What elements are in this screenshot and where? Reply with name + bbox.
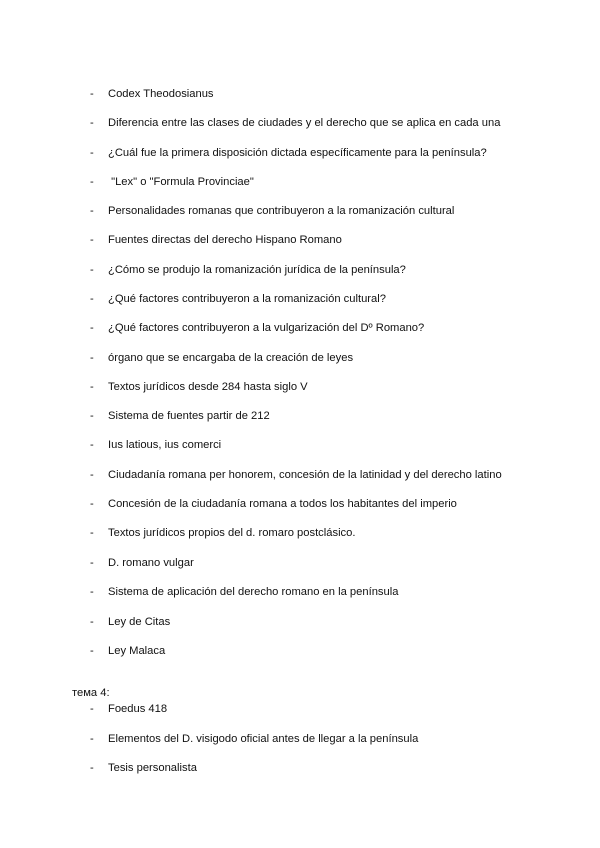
bullet-dash: - [90,322,94,334]
item-text: Ius latious, ius comerci [108,439,222,451]
bullet-dash: - [90,205,94,217]
item-text: Tesis personalista [108,762,197,774]
bullet-dash: - [90,352,94,364]
item-text: ¿Cuál fue la primera disposición dictada específicamente para la península? [108,147,487,159]
bullet-dash: - [90,410,94,422]
bullet-dash: - [90,88,94,100]
list-item [0,174,600,190]
bullet-dash: - [90,293,94,305]
item-text: ¿Qué factores contribuyeron a la romanización cultural? [108,293,386,305]
list-item [0,701,600,717]
list-item [0,262,600,278]
bullet-dash: - [90,498,94,510]
bullet-dash: - [90,703,94,715]
list-item [0,467,600,483]
list-item [0,291,600,307]
list-item [0,379,600,395]
list-item [0,350,600,366]
item-text: Personalidades romanas que contribuyeron a la romanización cultural [108,205,455,217]
list-item [0,203,600,219]
list-item [0,555,600,571]
list-item [0,731,600,747]
list-item [0,86,600,102]
section-heading: тема 4: [72,687,110,699]
item-text: "Lex" o "Formula Provinciae" [108,176,254,188]
item-text: Textos jurídicos propios del d. romaro postclásico. [108,527,356,539]
list-item [0,496,600,512]
item-text: Sistema de aplicación del derecho romano en la península [108,586,399,598]
bullet-dash: - [90,733,94,745]
bullet-dash: - [90,234,94,246]
item-text: Elementos del D. visigodo oficial antes de llegar a la península [108,733,419,745]
bullet-dash: - [90,176,94,188]
bullet-dash: - [90,527,94,539]
bullet-dash: - [90,264,94,276]
item-text: D. romano vulgar [108,557,194,569]
list-item [0,760,600,776]
item-text: órgano que se encargaba de la creación de leyes [108,352,354,364]
item-text: ¿Cómo se produjo la romanización jurídica de la península? [108,264,406,276]
bullet-dash: - [90,469,94,481]
list-item [0,232,600,248]
list-item [0,320,600,336]
list-item [0,525,600,541]
item-text: Diferencia entre las clases de ciudades y el derecho que se aplica en cada una [108,117,501,129]
list-item [0,408,600,424]
list-item [0,643,600,659]
bullet-dash: - [90,117,94,129]
bullet-dash: - [90,645,94,657]
item-text: Ley de Citas [108,616,171,628]
item-text: Codex Theodosianus [108,88,214,100]
bullet-dash: - [90,147,94,159]
bullet-dash: - [90,381,94,393]
bullet-dash: - [90,616,94,628]
bullet-dash: - [90,439,94,451]
item-text: ¿Qué factores contribuyeron a la vulgarización del Dº Romano? [108,322,425,334]
list-item [0,584,600,600]
item-text: Ley Malaca [108,645,166,657]
bullet-dash: - [90,762,94,774]
item-text: Ciudadanía romana per honorem, concesión de la latinidad y del derecho latino [108,469,502,481]
item-text: Textos jurídicos desde 284 hasta siglo V [108,381,308,393]
item-text: Foedus 418 [108,703,168,715]
bullet-dash: - [90,586,94,598]
bullet-dash: - [90,557,94,569]
item-text: Sistema de fuentes partir de 212 [108,410,270,422]
item-text: Fuentes directas del derecho Hispano Romano [108,234,342,246]
list-item [0,145,600,161]
item-text: Concesión de la ciudadanía romana a todos los habitantes del imperio [108,498,457,510]
list-item [0,614,600,630]
list-item [0,115,600,131]
list-item [0,437,600,453]
